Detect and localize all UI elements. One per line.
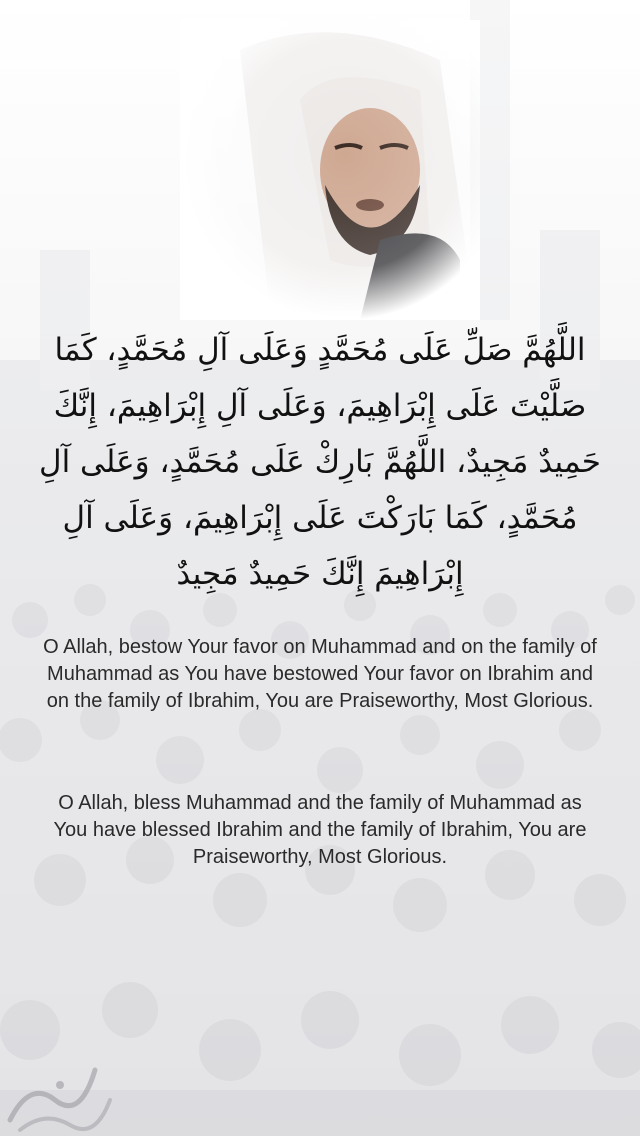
calligraphy-signature-icon <box>0 1040 120 1136</box>
arabic-dua-text: اللَّهُمَّ صَلِّ عَلَى مُحَمَّدٍ وَعَلَى آلِ مُحَمَّدٍ، كَمَا صَلَّيْتَ عَلَى إِبْرَاهِيمَ، وَعَلَى آلِ إِبْرَاهِيمَ، إِنَّكَ حَمِيدٌ مَجِيدٌ، اللَّهُمَّ بَارِكْ عَلَى مُحَمَّدٍ، وَعَلَى آلِ مُحَمَّدٍ، كَمَا بَارَكْتَ عَلَى إِبْرَاهِيمَ، وَعَلَى آلِ إِبْرَاهِيمَ إِنَّكَ حَمِيدٌ مَجِيدٌ <box>39 332 601 592</box>
translation-paragraph-1: O Allah, bestow Your favor on Muhammad and on the family of Muhammad as You have bestowed Your favor on Ibrahim and on the family of Ibrahim, You are Praiseworthy, Most Glorious. <box>43 636 597 712</box>
reciter-portrait <box>180 20 480 320</box>
translation-paragraph-2: O Allah, bless Muhammad and the family of Muhammad as You have blessed Ibrahim and the family of Ibrahim, You are Praiseworthy, Most Glorious. <box>53 792 587 868</box>
